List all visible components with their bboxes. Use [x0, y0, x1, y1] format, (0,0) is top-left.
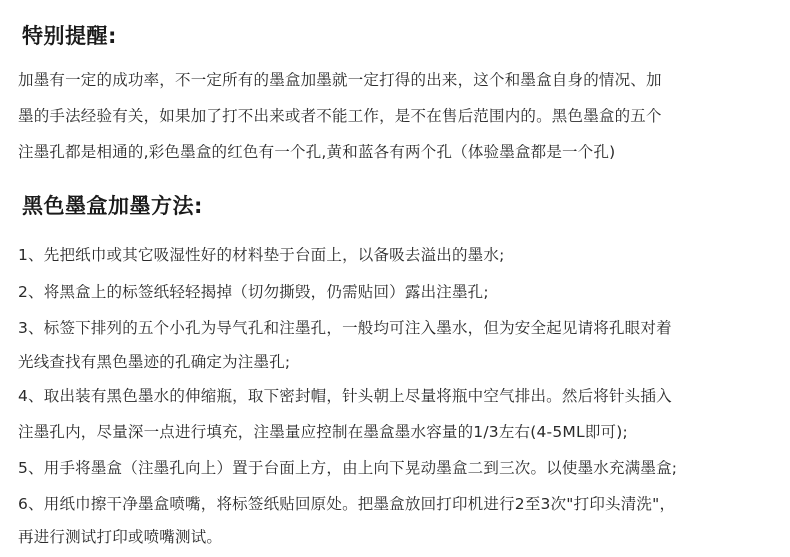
- step-line-3: 3、标签下排列的五个小孔为导气孔和注墨孔，一般均可注入墨水，但为安全起见请将孔眼对着: [18, 319, 672, 337]
- refill-method-heading: 黑色墨盒加墨方法:: [22, 194, 203, 218]
- reminder-line-3: 注墨孔都是相通的,彩色墨盒的红色有一个孔,黄和蓝各有两个孔（体验墨盒都是一个孔): [18, 143, 616, 161]
- step-line-6-cont: 再进行测试打印或喷嘴测试。: [18, 528, 223, 546]
- step-line-3-cont: 光线查找有黑色墨迹的孔确定为注墨孔;: [18, 353, 291, 371]
- special-reminder-heading: 特别提醒:: [22, 24, 117, 48]
- step-line-5: 5、用手将墨盒（注墨孔向上）置于台面上方，由上向下晃动墨盒二到三次。以使墨水充满墨盒;: [18, 459, 678, 477]
- step-line-4: 4、取出装有黑色墨水的伸缩瓶，取下密封帽，针头朝上尽量将瓶中空气排出。然后将针头插入: [18, 387, 672, 405]
- step-line-1: 1、先把纸巾或其它吸湿性好的材料垫于台面上，以备吸去溢出的墨水;: [18, 246, 505, 264]
- reminder-line-1: 加墨有一定的成功率，不一定所有的墨盒加墨就一定打得的出来，这个和墨盒自身的情况、加: [18, 71, 662, 89]
- step-line-6: 6、用纸巾擦干净墨盒喷嘴，将标签纸贴回原处。把墨盒放回打印机进行2至3次"打印头清洗"，: [18, 495, 676, 513]
- step-line-4-cont: 注墨孔内，尽量深一点进行填充，注墨量应控制在墨盒墨水容量的1/3左右(4-5ML即可);: [18, 423, 628, 441]
- reminder-line-2: 墨的手法经验有关，如果加了打不出来或者不能工作，是不在售后范围内的。黑色墨盒的五个: [18, 107, 662, 125]
- step-line-2: 2、将黑盒上的标签纸轻轻揭掉（切勿撕毁，仍需贴回）露出注墨孔;: [18, 283, 489, 301]
